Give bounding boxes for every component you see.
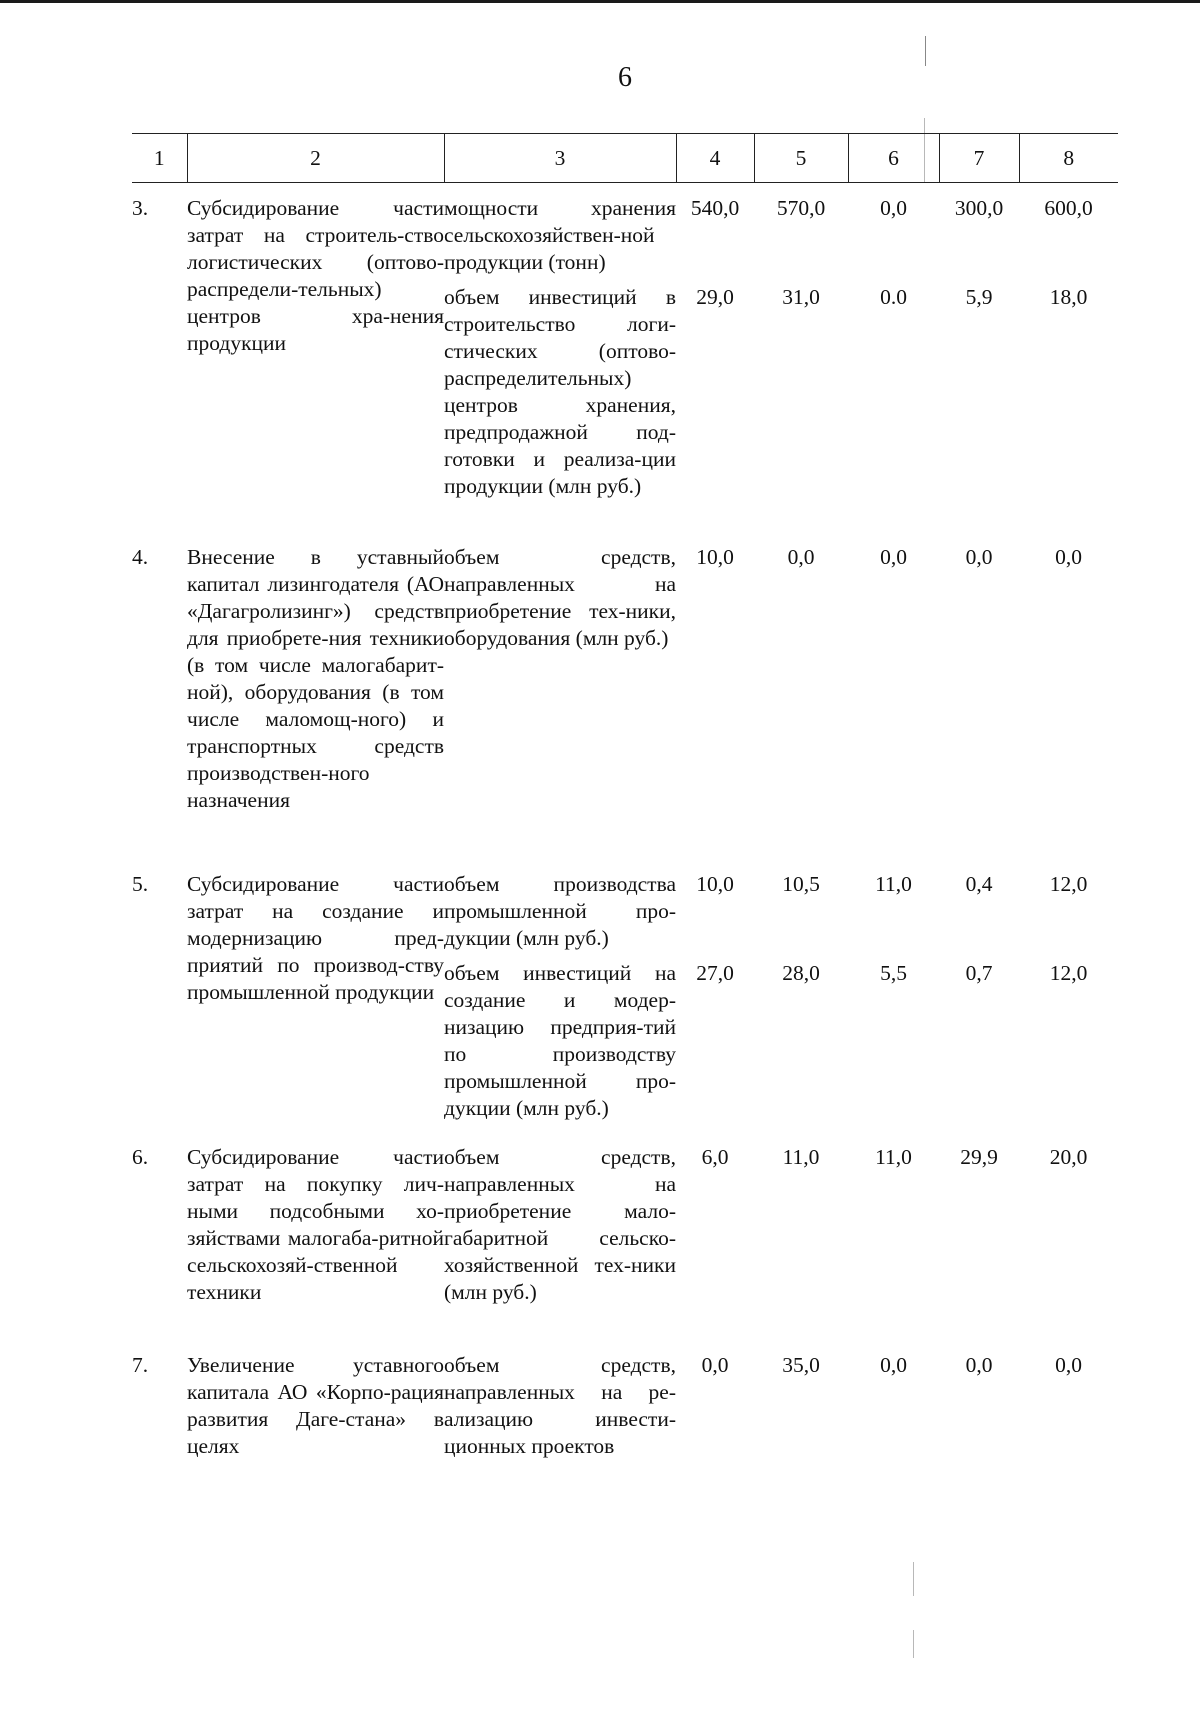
indicator-text: объем средств, направленных на ре-ализацию инвести-ционных проектов — [444, 1353, 676, 1458]
column-header: 8 — [1019, 134, 1118, 183]
row-number: 6. — [132, 1145, 149, 1169]
column-header: 7 — [939, 134, 1019, 183]
value-cell: 5,9 — [965, 285, 993, 309]
indicator-text: объем средств, направленных на приобретение мало-габаритной сельско-хозяйственной тех-ники (млн руб.) — [444, 1145, 676, 1304]
table-row — [132, 183, 1118, 277]
value-cell: 0,0 — [701, 1353, 729, 1377]
measure-name: Субсидирование части затрат на создание и модернизацию пред-приятий по производ-ству промышленной продукции — [187, 872, 444, 1004]
value-cell: 11,0 — [782, 1145, 820, 1169]
value-cell: 12,0 — [1049, 961, 1088, 985]
value-cell: 10,5 — [782, 872, 820, 896]
value-cell: 0,0 — [1055, 545, 1082, 569]
value-cell: 540,0 — [690, 196, 740, 220]
indicator-text: объем производства промышленной про-дукции (млн руб.) — [444, 872, 676, 950]
program-table — [132, 133, 1118, 1460]
value-cell: 10,0 — [696, 545, 734, 569]
indicator-text: мощности хранения сельскохозяйствен-ной продукции (тонн) — [444, 196, 676, 274]
value-cell: 0,0 — [880, 196, 907, 220]
column-header: 6 — [848, 134, 939, 183]
value-cell: 0,0 — [1055, 1353, 1082, 1377]
value-cell: 29,9 — [960, 1145, 998, 1169]
table-row — [132, 1132, 1118, 1340]
indicator-text: объем средств, направленных на приобретение тех-ники, оборудования (млн руб.) — [444, 545, 676, 650]
value-cell: 5,5 — [880, 961, 907, 985]
indicator-text: объем инвестиций в строительство логи-стических (оптово-распределительных) центров хранения, предпродажной под-готовки и реализа-ции продукции (млн руб.) — [444, 285, 676, 498]
value-cell: 0,0 — [880, 545, 907, 569]
measure-name: Субсидирование части затрат на покупку лич-ными подсобными хо-зяйствами малогаба-ритной сельскохозяй-ственной техники — [187, 1145, 444, 1304]
value-cell: 600,0 — [1044, 196, 1093, 220]
value-cell: 570,0 — [776, 196, 826, 220]
column-number-header-row — [132, 134, 1118, 183]
value-cell: 0,0 — [965, 545, 993, 569]
value-cell: 0.0 — [880, 285, 907, 309]
value-cell: 0,0 — [787, 545, 815, 569]
value-cell: 28,0 — [782, 961, 820, 985]
value-cell: 11,0 — [875, 1145, 912, 1169]
value-cell: 10,0 — [696, 872, 734, 896]
value-cell: 35,0 — [782, 1353, 820, 1377]
table-row — [132, 532, 1118, 859]
column-header: 2 — [187, 134, 444, 183]
scan-artifact-line — [913, 1630, 914, 1658]
page-top-edge — [0, 0, 1200, 3]
row-number: 4. — [132, 545, 149, 569]
measure-name: Увеличение уставного капитала АО «Корпо-рация развития Даге-стана» в целях — [187, 1353, 444, 1458]
row-number: 7. — [132, 1353, 149, 1377]
scan-artifact-line — [913, 1562, 914, 1596]
row-number: 5. — [132, 872, 149, 896]
value-cell: 6,0 — [701, 1145, 729, 1169]
page-number: 6 — [618, 62, 632, 93]
value-cell: 12,0 — [1049, 872, 1088, 896]
value-cell: 300,0 — [954, 196, 1004, 220]
value-cell: 29,0 — [696, 285, 734, 309]
value-cell: 18,0 — [1049, 285, 1088, 309]
table-row — [132, 1340, 1118, 1460]
value-cell: 0,0 — [965, 1353, 993, 1377]
value-cell: 0,7 — [965, 961, 993, 985]
measure-name: Субсидирование части затрат на строитель-ство логистических (оптово-распредели-тельных) центров хра-нения продукции — [187, 196, 444, 355]
column-header: 1 — [132, 134, 187, 183]
indicator-text: объем инвестиций на создание и модер-низацию предприя-тий по производству промышленной про-дукции (млн руб.) — [444, 961, 676, 1120]
measure-name: Внесение в уставный капитал лизингодателя (АО «Дагагролизинг») средств для приобрете-ния техники (в том числе малогабарит-ной), оборудования (в том числе маломощ-ного) и транспортных средств производствен-ного назначения — [187, 545, 444, 812]
table-row — [132, 859, 1118, 952]
value-cell: 0,0 — [880, 1353, 907, 1377]
value-cell: 20,0 — [1049, 1145, 1088, 1169]
column-header: 5 — [754, 134, 848, 183]
column-header: 4 — [676, 134, 754, 183]
column-header: 3 — [444, 134, 676, 183]
value-cell: 0,4 — [965, 872, 993, 896]
value-cell: 27,0 — [696, 961, 734, 985]
value-cell: 11,0 — [875, 872, 912, 896]
value-cell: 31,0 — [782, 285, 820, 309]
row-number: 3. — [132, 196, 149, 220]
